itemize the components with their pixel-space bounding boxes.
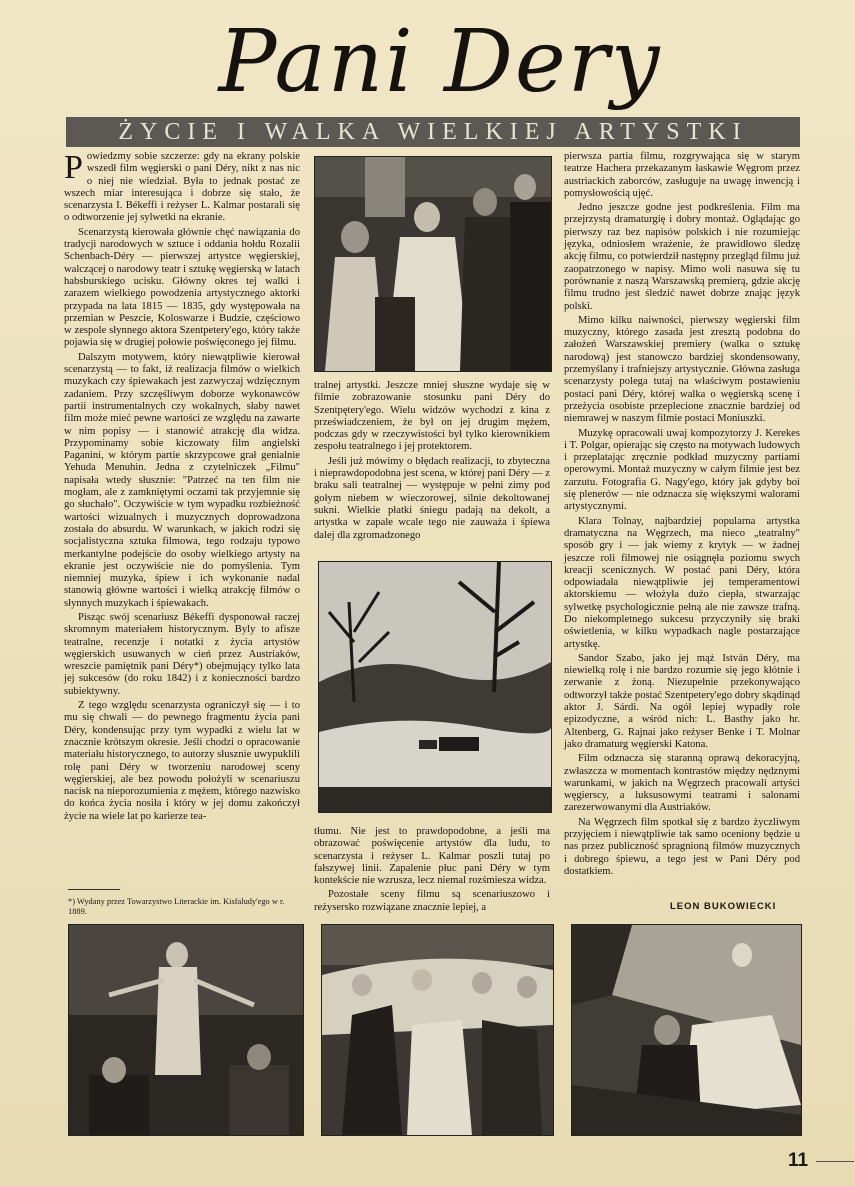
column-2-top: [314, 380, 550, 544]
film-still-winter-photo: [318, 561, 552, 813]
paragraph: Z tego względu scenarzysta ograniczył się — i to mu się chwali — do pewnego fragmentu życia pani Déry, kondensując przy tym wypadki z wielu lat w znacznie krótszym okresie. Jeśli chodzi o opracowanie materiału historycznego, to autorzy słusznie uwypuklili rolę pani Déry w tworzeniu narodowej sceny węgierskiej, ale bez powodu położyli w scenariuszu nacisk na nieporozumienia z mężem, którego nazwisko do końca życia nosiła i który w jej domu zakończył życie na wiele lat po karierze tea-: [64, 700, 300, 822]
film-still-stage-photo: [68, 924, 304, 1136]
paragraph: tłumu. Nie jest to prawdopodobne, a jeśli ma obrazować poświęcenie artystów dla ludu, to scenarzysta i reżyser L. Kalmar poszli tutaj po fałszywej linii. Zapalenie płuc pani Déry w tym kontekście nie wzrusza, lecz niemal rozśmiesza widza.: [314, 826, 550, 887]
paragraph: Pozostałe sceny filmu są scenariuszowo i reżysersko rozwiązane znacznie lepiej, a: [314, 889, 550, 913]
page-number: 11: [788, 1150, 809, 1171]
film-still-salon-photo: [571, 924, 802, 1136]
column-1: [64, 151, 300, 825]
page-number-rule: [816, 1161, 854, 1162]
paragraph: Jeśli już mówimy o błędach realizacji, to zbyteczna i nieprawdopodobna jest scena, w której pani Déry — z braku sali teatralnej — występuje w pełni zimy pod gołym niebem w wieczorowej, silnie dekoltowanej sukni. Wielkie płatki śniegu padają na dekolt, a artystka w zapale wcale tego nie zauważa i śpiewa dalej dla zgromadzonego: [314, 455, 550, 541]
article-title: Pani Dery: [218, 12, 662, 112]
column-3: [564, 151, 800, 880]
article-subtitle: ŻYCIE I WALKA WIELKIEJ ARTYSTKI: [118, 119, 748, 145]
paragraph: Scenarzystą kierowała głównie chęć nawiązania do tradycji narodowych w sztuce i oddania hołdu Rozalii Schenbach-Déry — pierwszej artystce węgierskiej, walczącej o narodowy teatr i sztukę węgierską w latach habsburskiego ucisku. Główny okres tej walki i zarazem wielkiego powodzenia artystycznego aktorki przypada na lata 1815 — 1835, gdy występowała na przemian w Peszcie, Koloswarze i Budzie, częściowo w zespole słynnego aktora Szentpetery'ego, który także pojawia się w drugiej połowie poświęconego jej filmu.: [64, 226, 300, 349]
paragraph: pierwsza partia filmu, rozgrywająca się w starym teatrze Hachera przekazanym łaskawie Węgrom przez austriackich zaborców, zasługuje na uwagę inwencją i pomysłowością ujęć.: [564, 151, 800, 199]
paragraph: Pisząc swój scenariusz Békeffi dysponował raczej skromnym materiałem historycznym. Byly to afisze teatralne, recenzje i notatki z życia artystów węgierskich usuwanych w cień przez Austriaków, wreszcie pamiętnik pani Déry*) obejmujący tylko lata jej sukcesów (do roku 1842) i z konieczności bardzo subiektywny.: [64, 611, 300, 697]
paragraph: Jedno jeszcze godne jest podkreślenia. Film ma przejrzystą dramaturgię i dobry montaż. Oglądając go pierwszy raz bez napisów polskich i nie rozumiejąc języka, odniosłem wrażenie, że prawidłowo śledzę akcję filmu, co potwierdził następny przegląd filmu już zaopatrzonego w napisy. Mimo woli nasuwa się tu porównanie z naszą Warszawską premierą, gdzie akcję filmu trudno jest śledzić nawet dobrze znając język polski.: [564, 202, 800, 312]
paragraph: Na Węgrzech film spotkał się z bardzo życzliwym przyjęciem i niewątpliwie tak samo oceniony będzie u nas przez publiczność spragnioną filmów muzycznych i dobrego śpiewu, a tego jest w Pani Déry pod dostatkiem.: [564, 816, 800, 877]
paragraph: Film odznacza się staranną oprawą dekoracyjną, zwłaszcza w momentach kontrastów między nędznymi warunkami, w jakich na Węgrzech pracowali artyści węgierscy, a luksusowymi teatrami i salonami zarezerwowanymi dla Austriaków.: [564, 753, 800, 814]
paragraph: Sandor Szabo, jako jej mąż István Déry, ma niewielką rolę i nie bardzo rozumie się jego kłótnie i zerwanie z żoną. Niezupełnie przekonywająco odtworzył także postać Szentpetery'ego dobry skądinąd aktor J. Sárdi. Na ogół lepiej wypadły role epizodyczne, a wśród nich: L. Basthy jako hr. Altenberg, G. Rajnai jako reżyser Benke i T. Molnar jako dramaturg węgierski Katona.: [564, 652, 800, 750]
paragraph: tralnej artystki. Jeszcze mniej słuszne wydaje się w filmie zobrazowanie stosunku pani Déry do Szentpętery'ego. Wielu widzów wychodzi z kina z przeświadczeniem, że był on jej drugim mężem, podczas gdy w rzeczywistości był tylko kierownikiem zespołu teatralnego i jej protektorem.: [314, 380, 550, 453]
footnote: *) Wydany przez Towarzystwo Literackie im. Kisfaludy'ego w r. 1889.: [68, 897, 285, 916]
footnote-rule: [68, 889, 120, 890]
paragraph: Powiedzmy sobie szczerze: gdy na ekrany polskie wszedł film węgierski o pani Déry, nikt z nas nic o niej nie wiedział. Była to jednak postać ze wszech miar interesująca i dobrze się stało, że scenarzysta I. Békeffi i reżyser L. Kalmar postarali się o odtworzenie jej sylwetki na ekranie.: [64, 149, 300, 224]
column-2-bottom: [314, 826, 550, 916]
paragraph: Muzykę opracowali uwaj kompozytorzy J. Kerekes i T. Polgar, opierając się często na motywach ludowych i przeplatając zręcznie podkład muzyczny partiami operowymi. Montaż muzyczny w całym filmie jest bez zarzutu. Fotografia G. Nagy'ego, który jak gdyby boi się plenerów — nie odznacza się większymi walorami artystycznymi.: [564, 427, 800, 513]
paragraph: Dalszym motywem, który niewątpliwie kierował scenarzystą — to fakt, iż realizacja filmów o wielkich muzykach czy śpiewakach jest zazwyczaj wdzięcznym zadaniem. Przy szczęśliwym doborze wykonawców partii instrumentalnych czy wokalnych, słaby nawet film może mieć pewne wartości ze względu na zawarte w nim popisy — i stanowić atrakcję dla widza. Przypominamy sobie kiczowaty film angielski Paganini, w którym partie skrzypcowe grał genialnie Yehuda Menuhin. Jedna z czytelniczek „Filmu" napisała wtedy słusznie: "Patrzeć na ten film nie mogłam, ale z zamkniętymi oczami tak przyjemnie się go słuchało". Oczywiście w tym wypadku rozbieżność wartości wizualnych i muzycznych doprowadzona została do absurdu. W warunkach, w jakich rodzi się socjalistyczna sztuka filmowa, tego rodzaju typowo merkantylne podejście do osoby wielkiego artysty na ekranie jest oczywiście nie do pomyślenia. Tym niemniej muzyka, śpiew i ich wykonanie nadal stanowią główne wartości i wielką atrakcję filmów o słynnych muzykach i śpiewakach.: [64, 351, 300, 609]
author-signature: LEON BUKOWIECKI: [670, 901, 777, 912]
film-still-interior-photo: [314, 156, 552, 372]
paragraph: Mimo kilku naiwności, pierwszy węgierski film muzyczny, którego zasada jest zresztą podobna do założeń Warszawskiej premiery (walka o sztukę narodową) jest stanowczo bardziej skondensowany, przemyślany i trafniejszy artystycznie. Główna zasługa scenarzysty polega tutaj na właściwym postawieniu postaci pani Déry, której walka o węgierską scenę i przeżycia osobiste przeplecione znacznie bardziej od niemrawej w naszym filmie postaci Moniuszki.: [564, 314, 800, 425]
drop-cap: P: [64, 149, 83, 186]
film-still-crowd-photo: [321, 924, 554, 1136]
paragraph: Klara Tolnay, najbardziej popularna artystka dramatyczna na Węgrzech, ma nieco „teatralny" sposób gry i — jak wiemy z krytyk — w żadnej jeszcze roli filmowej nie osiągnęła poziomu swych kreacji scenicznych. W postać pani Déry, która odpowiadała niewątpliwie jej temperamentowi aktorskiemu — włożyła dużo ciepła, stwarzając sylwetkę psychologicznie pełną ale nie zawsze trafną. Do niekompletnego sukcesu przyczyniły się braki oświetlenia, w kilku wypadkach nagle postarzające artystkę.: [564, 515, 800, 650]
